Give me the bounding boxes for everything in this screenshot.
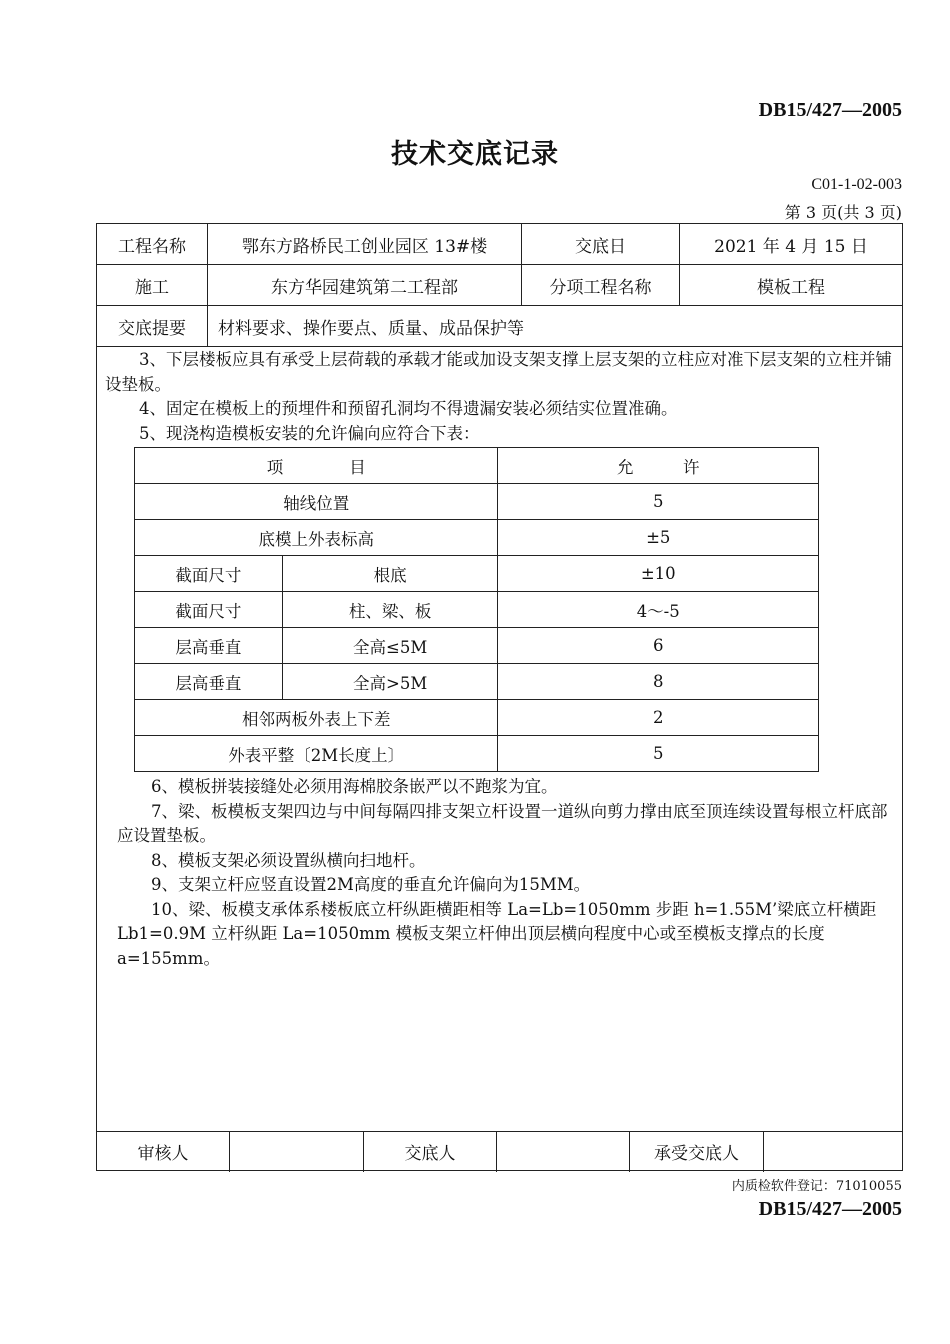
- row-value: 6: [498, 628, 819, 664]
- row-subitem: 根底: [282, 556, 498, 592]
- row-subitem: 全高≤5M: [282, 628, 498, 664]
- content-block-bottom: [117, 775, 897, 971]
- presenter-signature-field[interactable]: [497, 1132, 629, 1171]
- construction-label: 施工: [135, 277, 169, 298]
- table-header-row: [135, 448, 819, 484]
- table-row: [135, 700, 819, 736]
- row-value: ±10: [498, 556, 819, 592]
- presenter-label: 交底人: [404, 1144, 456, 1164]
- row-item: 截面尺寸: [135, 556, 283, 592]
- paragraph-9: 9、支架立杆应竖直设置2M高度的垂直允许偏向为15MM。: [151, 875, 591, 894]
- project-name-label: 工程名称: [118, 236, 186, 257]
- table-row: [135, 592, 819, 628]
- summary-value: 材料要求、操作要点、质量、成品保护等: [218, 318, 524, 339]
- page-info: 第 3 页(共 3 页): [784, 203, 902, 222]
- row-subitem: 全高>5M: [282, 664, 498, 700]
- row-item: 相邻两板外表上下差: [135, 700, 498, 736]
- software-registration-note: 内质检软件登记：71010055: [731, 1179, 902, 1194]
- row-item: 层高垂直: [135, 628, 283, 664]
- standard-number-bottom: DB15/427—2005: [758, 1198, 902, 1220]
- receiver-label: 承受交底人: [654, 1144, 739, 1164]
- table-row: [135, 736, 819, 772]
- paragraph-6: 6、模板拼装接缝处必须用海棉胶条嵌严以不跑浆为宜。: [151, 777, 558, 796]
- table-row: [135, 556, 819, 592]
- row-value: 4～-5: [498, 592, 819, 628]
- date-value: 2021 年 4 月 15 日: [714, 236, 868, 257]
- row-value: 8: [498, 664, 819, 700]
- record-form: [96, 223, 903, 1171]
- table-row: [135, 484, 819, 520]
- project-name-value: 鄂东方路桥民工创业园区 13#楼: [241, 236, 488, 257]
- paragraph-3: 3、下层楼板应具有承受上层荷载的承载才能或加设支架支撑上层支架的立柱应对准下层支架的立柱并铺设垫板。: [105, 350, 892, 394]
- table-row: [135, 628, 819, 664]
- table-row: [135, 520, 819, 556]
- paragraph-7: 7、梁、板模板支架四边与中间每隔四排支架立杆设置一道纵向剪力撑由底至顶连续设置每根立杆底部应设置垫板。: [117, 801, 888, 845]
- paragraph-4: 4、固定在模板上的预埋件和预留孔洞均不得遗漏安装必须结实位置准确。: [139, 399, 678, 418]
- tolerance-table: [134, 447, 819, 772]
- row-value: 2: [498, 700, 819, 736]
- reviewer-label: 审核人: [137, 1144, 189, 1164]
- header-item: 项 目: [135, 448, 498, 484]
- row-value: ±5: [498, 520, 819, 556]
- paragraph-10: 10、梁、板模支承体系楼板底立杆纵距横距相等 La=Lb=1050mm 步距 h=1.55M’梁底立杆横距 Lb1=0.9M 立杆纵距 La=1050mm 模板支架立杆伸出顶层横向程度中心或至模板支撑点的长度 a=155mm。: [117, 899, 877, 968]
- paragraph-8: 8、模板支架必须设置纵横向扫地杆。: [151, 850, 426, 870]
- receiver-signature-field[interactable]: [764, 1132, 902, 1171]
- row-value: 5: [498, 736, 819, 772]
- row-item: 外表平整〔2M长度上〕: [135, 736, 498, 772]
- reviewer-signature-field[interactable]: [230, 1132, 363, 1171]
- header-value: 允 许: [498, 448, 819, 484]
- summary-label: 交底提要: [118, 318, 186, 339]
- row-item: 截面尺寸: [135, 592, 283, 628]
- paragraph-5: 5、现浇构造模板安装的允许偏向应符合下表：: [139, 423, 480, 443]
- subitem-label: 分项工程名称: [549, 277, 652, 298]
- document-code: C01-1-02-003: [811, 176, 902, 193]
- standard-number-top: DB15/427—2005: [758, 99, 902, 121]
- row-item: 层高垂直: [135, 664, 283, 700]
- row-value: 5: [498, 484, 819, 520]
- subitem-value: 模板工程: [757, 277, 825, 298]
- document-title: 技术交底记录: [391, 139, 559, 170]
- row-subitem: 柱、梁、板: [282, 592, 498, 628]
- construction-value: 东方华园建筑第二工程部: [271, 277, 458, 298]
- table-row: [135, 664, 819, 700]
- date-label: 交底日: [575, 236, 626, 257]
- content-block-top: [105, 348, 895, 446]
- row-item: 底模上外表标高: [135, 520, 498, 556]
- row-item: 轴线位置: [135, 484, 498, 520]
